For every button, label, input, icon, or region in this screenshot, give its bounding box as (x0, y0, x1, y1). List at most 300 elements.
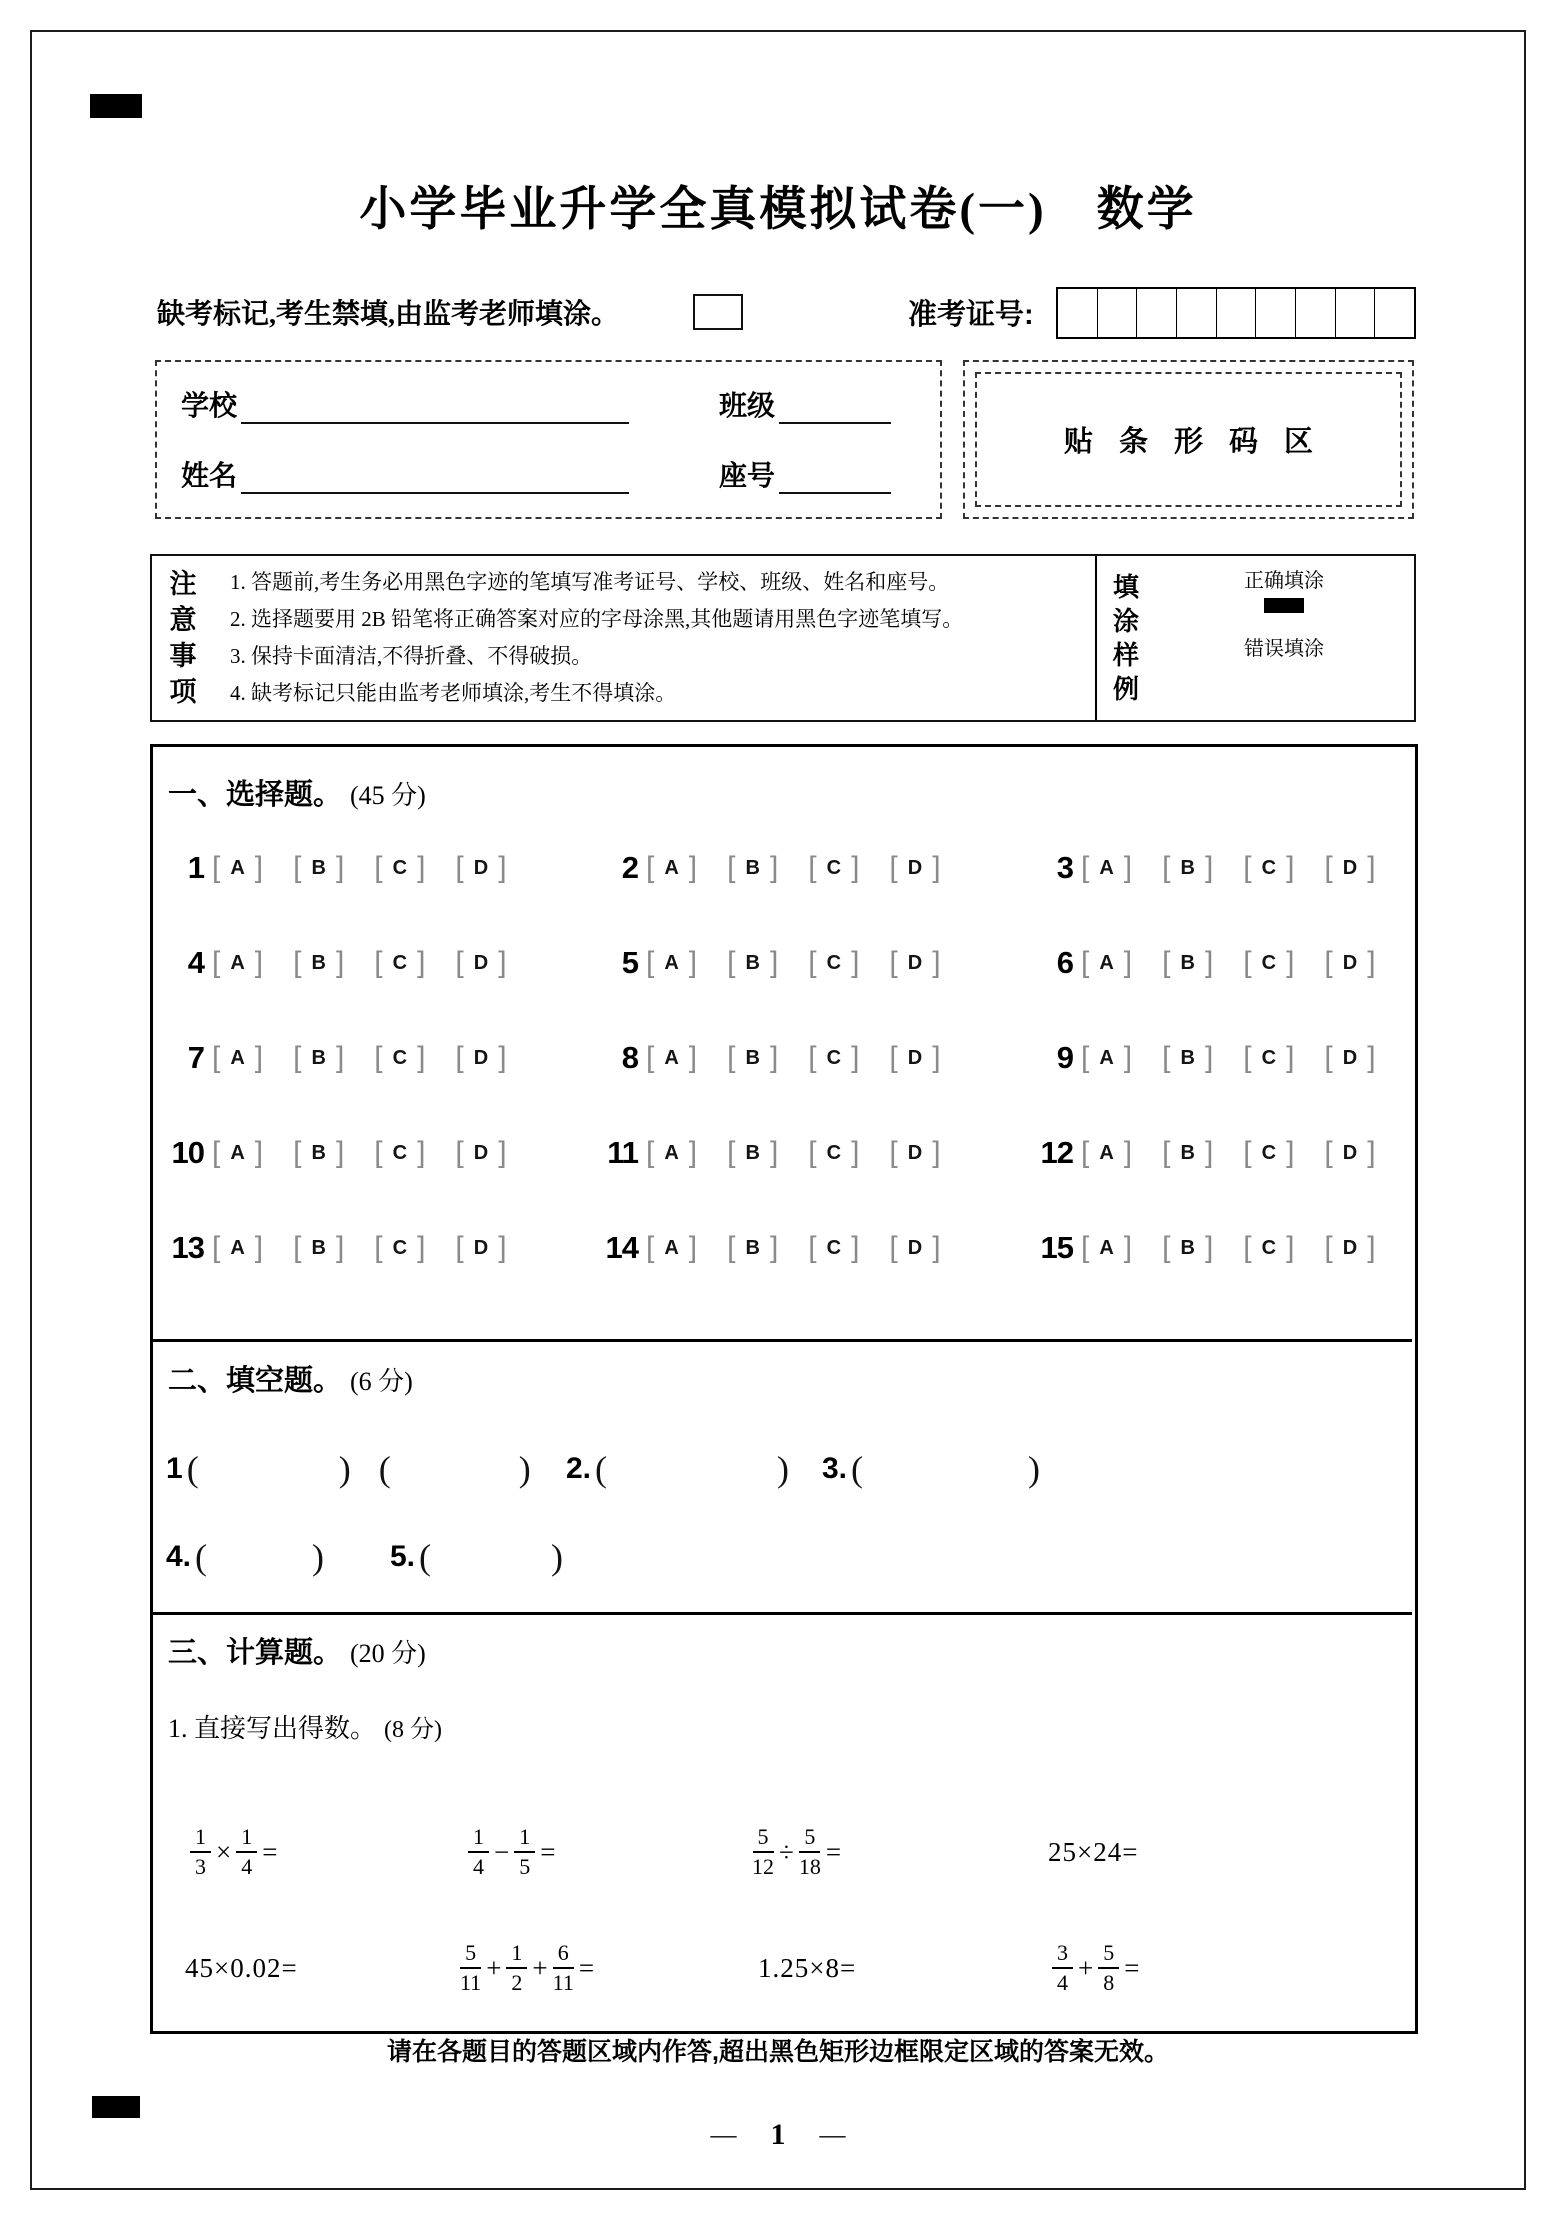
bracket-close: ] (851, 946, 860, 979)
footer-notice: 请在各题目的答题区域内作答,超出黑色矩形边框限定区域的答案无效。 (387, 2038, 1169, 2066)
choice-option-cell[interactable] (374, 1043, 425, 1073)
bracket-close: ] (1123, 946, 1133, 979)
bracket-close: ] (1286, 1231, 1295, 1264)
blank-question (566, 1446, 789, 1492)
paren-open: ( (378, 1449, 391, 1489)
bracket-open: [ (727, 1136, 736, 1169)
choice-option-cell[interactable] (646, 1043, 697, 1073)
correct-fill-example-icon (1264, 598, 1304, 613)
fraction-numerator: 5 (753, 1826, 774, 1853)
question-number: 3 (1056, 850, 1073, 885)
bracket-open: [ (1162, 1136, 1171, 1169)
choice-question-row (1027, 941, 1406, 985)
exam-number-cell[interactable] (1136, 289, 1176, 337)
fraction-numerator: 5 (1098, 1942, 1119, 1969)
option-letter: A (664, 856, 679, 879)
option-letter: D (1342, 951, 1358, 974)
bracket-close: ] (417, 1136, 426, 1169)
choice-option-cell[interactable] (727, 1233, 778, 1263)
math-operator: + (486, 1952, 502, 1983)
choice-option-cell[interactable] (293, 948, 344, 978)
choice-option-cell[interactable] (889, 853, 940, 883)
choice-option-cell[interactable] (374, 853, 425, 883)
bracket-open: [ (1162, 851, 1171, 884)
option-letter: C (1261, 1046, 1277, 1069)
name-input-line[interactable] (241, 454, 629, 494)
option-letter: B (1180, 1141, 1195, 1164)
calc-problem[interactable] (1048, 1808, 1138, 1896)
choice-option-cell[interactable] (374, 1138, 425, 1168)
choice-option-cell[interactable] (646, 1138, 697, 1168)
bracket-open: [ (374, 1041, 383, 1074)
choice-option-cell[interactable] (212, 1043, 263, 1073)
choice-question-row (158, 941, 537, 985)
question-number: 13 (171, 1230, 204, 1265)
fraction-denominator: 3 (195, 1854, 206, 1879)
question-number: 12 (1040, 1135, 1073, 1170)
option-letter: A (1099, 856, 1114, 879)
choice-option-cell[interactable] (1324, 1138, 1375, 1168)
fraction-denominator: 11 (460, 1970, 482, 1995)
bracket-close: ] (688, 851, 698, 884)
choice-option-cell[interactable] (808, 1233, 859, 1263)
bracket-close: ] (335, 946, 345, 979)
choice-option-cell[interactable] (1162, 1233, 1213, 1263)
choice-option-cell[interactable] (455, 948, 506, 978)
paren-close: ) (518, 1449, 531, 1489)
bracket-close: ] (1367, 1041, 1376, 1074)
choice-question-row (1027, 1036, 1406, 1080)
choice-option-cell[interactable] (1243, 853, 1294, 883)
fraction-numerator: 1 (236, 1826, 257, 1853)
fraction-denominator: 12 (752, 1854, 774, 1879)
choice-option-cell[interactable] (727, 1043, 778, 1073)
class-label: 班级 (719, 391, 776, 422)
bracket-open: [ (808, 1136, 817, 1169)
option-letter: C (826, 1141, 842, 1164)
math-operator: + (1078, 1952, 1094, 1983)
paren-close: ) (312, 1537, 325, 1577)
notes-box (150, 554, 1416, 722)
bracket-open: [ (212, 1136, 221, 1169)
choice-option-cell[interactable] (889, 1233, 940, 1263)
option-letter: D (473, 1046, 489, 1069)
option-letter: C (392, 951, 408, 974)
option-letter: D (907, 1046, 923, 1069)
choice-option-cell[interactable] (727, 1138, 778, 1168)
choice-option-cell[interactable] (293, 1233, 344, 1263)
paren-open: ( (851, 1449, 864, 1489)
bracket-close: ] (1286, 1041, 1295, 1074)
fraction-numerator: 5 (460, 1942, 481, 1969)
choice-question-row (158, 1131, 537, 1175)
barcode-inner-box (975, 372, 1402, 507)
bracket-open: [ (727, 1231, 736, 1264)
fraction (236, 1826, 257, 1878)
bracket-open: [ (727, 851, 736, 884)
choice-option-cell[interactable] (1324, 948, 1375, 978)
choice-option-cell[interactable] (727, 948, 778, 978)
fraction-denominator: 4 (473, 1854, 484, 1879)
blank-question (166, 1534, 324, 1580)
option-letter: D (473, 1236, 489, 1259)
choice-option-cell[interactable] (1324, 1043, 1375, 1073)
notes-divider (1095, 556, 1097, 720)
option-letter: C (392, 856, 408, 879)
bracket-close: ] (254, 1231, 264, 1264)
fraction-denominator: 4 (241, 1854, 253, 1879)
option-letter: C (826, 856, 842, 879)
bracket-open: [ (889, 946, 898, 979)
choice-option-cell[interactable] (455, 853, 506, 883)
bracket-open: [ (455, 1041, 464, 1074)
choice-option-cell[interactable] (808, 948, 859, 978)
bracket-close: ] (1204, 1136, 1214, 1169)
choice-option-cell[interactable] (1081, 1043, 1132, 1073)
bracket-close: ] (932, 1231, 941, 1264)
calc-problem[interactable] (758, 1924, 856, 2012)
bracket-close: ] (932, 946, 941, 979)
correct-fill-label: 正确填涂 (1244, 570, 1324, 592)
school-label: 学校 (181, 391, 238, 422)
choice-option-cell[interactable] (1243, 1233, 1294, 1263)
blank-answer-space[interactable] (391, 1454, 519, 1484)
choice-option-cell[interactable] (808, 1138, 859, 1168)
math-operator: = (540, 1836, 556, 1867)
option-letter: D (907, 1141, 923, 1164)
bracket-open: [ (1162, 946, 1171, 979)
bracket-close: ] (254, 946, 264, 979)
exam-number-cell[interactable] (1058, 289, 1097, 337)
option-letter: B (745, 951, 760, 974)
choice-option-cell[interactable] (1162, 1043, 1213, 1073)
bracket-close: ] (417, 851, 426, 884)
option-letter: D (907, 856, 923, 879)
bracket-close: ] (498, 851, 507, 884)
student-info-box (155, 360, 942, 519)
fill-sample-side-label: 填涂样例 (1112, 572, 1139, 704)
bracket-close: ] (932, 1136, 941, 1169)
exam-number-cell[interactable] (1374, 289, 1414, 337)
choice-option-cell[interactable] (455, 1233, 506, 1263)
choice-question-row (592, 1226, 971, 1270)
option-letter: A (230, 1236, 245, 1259)
blank-answer-space[interactable] (607, 1454, 777, 1484)
option-letter: A (664, 1236, 679, 1259)
bracket-close: ] (769, 1136, 779, 1169)
bracket-close: ] (851, 1231, 860, 1264)
bracket-open: [ (1162, 1041, 1171, 1074)
page-title: 小学毕业升学全真模拟试卷(一) 数学 (359, 184, 1197, 236)
option-letter: D (1342, 1141, 1358, 1164)
bracket-close: ] (335, 1136, 345, 1169)
bracket-open: [ (1081, 946, 1090, 979)
choice-option-cell[interactable] (293, 1138, 344, 1168)
blank-question (390, 1534, 563, 1580)
bracket-open: [ (455, 946, 464, 979)
question-number: 4 (187, 945, 204, 980)
choice-question-row (158, 1226, 537, 1270)
choice-option-cell[interactable] (1324, 853, 1375, 883)
fraction-numerator: 1 (514, 1826, 535, 1853)
bracket-open: [ (455, 851, 464, 884)
class-input-line[interactable] (779, 384, 891, 424)
exam-number-cell[interactable] (1335, 289, 1375, 337)
school-input-line[interactable] (241, 384, 629, 424)
blank-question-number: 3. (822, 1452, 848, 1485)
bracket-close: ] (254, 1136, 264, 1169)
choice-option-cell[interactable] (293, 853, 344, 883)
option-letter: D (473, 951, 489, 974)
fraction (514, 1826, 535, 1878)
exam-number-cell[interactable] (1295, 289, 1335, 337)
blank-answer-space[interactable] (199, 1454, 339, 1484)
bracket-close: ] (254, 851, 264, 884)
math-operator: × (216, 1836, 232, 1867)
option-letter: B (311, 1236, 326, 1259)
math-operator: − (494, 1836, 510, 1867)
choice-question-row (592, 1036, 971, 1080)
choice-option-cell[interactable] (212, 1138, 263, 1168)
registration-mark-bottom-icon (92, 2096, 140, 2118)
question-number: 10 (171, 1135, 204, 1170)
bracket-close: ] (498, 946, 507, 979)
choice-option-cell[interactable] (293, 1043, 344, 1073)
bracket-close: ] (851, 1041, 860, 1074)
math-operator: = (262, 1836, 278, 1867)
choice-option-cell[interactable] (374, 1233, 425, 1263)
bracket-open: [ (808, 946, 817, 979)
choice-question-row (592, 1131, 971, 1175)
bracket-close: ] (498, 1041, 507, 1074)
choice-option-cell[interactable] (1162, 948, 1213, 978)
option-letter: A (1099, 1141, 1114, 1164)
bracket-open: [ (1243, 1136, 1252, 1169)
fraction (752, 1826, 774, 1878)
absent-mark-checkbox[interactable] (693, 294, 743, 330)
notes-item: 1. 答题前,考生务必用黑色字迹的笔填写准考证号、学校、班级、姓名和座号。 (230, 570, 950, 594)
choice-option-cell[interactable] (646, 948, 697, 978)
bracket-open: [ (646, 1136, 655, 1169)
bracket-open: [ (727, 1041, 736, 1074)
bracket-open: [ (1324, 1136, 1333, 1169)
choice-option-cell[interactable] (1243, 1043, 1294, 1073)
bracket-open: [ (889, 1136, 898, 1169)
option-letter: C (826, 951, 842, 974)
blank-answer-space[interactable] (863, 1454, 1028, 1484)
bracket-open: [ (646, 851, 655, 884)
blank-answer-space[interactable] (431, 1542, 551, 1572)
option-letter: A (664, 1141, 679, 1164)
bracket-close: ] (1204, 1041, 1214, 1074)
calc-problem[interactable] (190, 1808, 282, 1896)
option-letter: B (311, 951, 326, 974)
choice-option-cell[interactable] (455, 1043, 506, 1073)
section-divider-1 (150, 1339, 1412, 1342)
notes-item: 3. 保持卡面清洁,不得折叠、不得破损。 (230, 644, 593, 668)
choice-option-cell[interactable] (889, 1138, 940, 1168)
bracket-open: [ (1162, 1231, 1171, 1264)
bracket-open: [ (1324, 1231, 1333, 1264)
choice-option-cell[interactable] (727, 853, 778, 883)
question-number: 7 (187, 1040, 204, 1075)
choice-option-cell[interactable] (808, 853, 859, 883)
section-divider-2 (150, 1612, 1412, 1615)
calc-problem[interactable] (752, 1808, 846, 1896)
choice-option-cell[interactable] (374, 948, 425, 978)
choice-option-cell[interactable] (212, 1233, 263, 1263)
choice-option-cell[interactable] (889, 948, 940, 978)
choice-question-row (1027, 1226, 1406, 1270)
question-number: 1 (187, 850, 204, 885)
option-letter: B (1180, 1046, 1195, 1069)
question-number: 6 (1056, 945, 1073, 980)
option-letter: C (392, 1046, 408, 1069)
exam-number-cell[interactable] (1216, 289, 1256, 337)
math-operator: = (1124, 1952, 1140, 1983)
option-letter: A (1099, 951, 1114, 974)
bracket-close: ] (851, 851, 860, 884)
choice-option-cell[interactable] (1081, 1138, 1132, 1168)
bracket-open: [ (727, 946, 736, 979)
blank-question-number: 5. (390, 1540, 416, 1573)
choice-question-row (592, 846, 971, 890)
paren-open: ( (595, 1449, 608, 1489)
calc-section-heading (168, 1630, 426, 1671)
bracket-open: [ (889, 851, 898, 884)
choice-option-cell[interactable] (808, 1043, 859, 1073)
bracket-open: [ (1081, 851, 1090, 884)
notes-list (230, 564, 1090, 712)
fraction-numerator: 1 (506, 1942, 527, 1969)
seat-label: 座号 (719, 461, 776, 492)
option-letter: B (311, 1141, 326, 1164)
fraction (553, 1942, 574, 1994)
choice-option-cell[interactable] (1243, 948, 1294, 978)
choice-option-cell[interactable] (455, 1138, 506, 1168)
option-letter: D (1342, 1236, 1358, 1259)
bracket-close: ] (1123, 1041, 1133, 1074)
fraction (506, 1942, 527, 1994)
exam-number-cell[interactable] (1176, 289, 1216, 337)
calc-problem[interactable] (185, 1924, 298, 2012)
bracket-open: [ (212, 1041, 221, 1074)
bracket-close: ] (417, 1231, 426, 1264)
bracket-close: ] (1367, 1136, 1376, 1169)
bracket-open: [ (212, 946, 221, 979)
choice-option-cell[interactable] (1081, 948, 1132, 978)
choice-option-cell[interactable] (212, 853, 263, 883)
calc-problem[interactable] (460, 1924, 599, 2012)
barcode-label: 贴条形码区 (1063, 426, 1339, 458)
bracket-close: ] (1204, 1231, 1214, 1264)
page-number-dash-left: — (710, 2120, 737, 2149)
barcode-area (963, 360, 1414, 519)
fraction-denominator: 11 (552, 1970, 574, 1995)
bracket-close: ] (932, 1041, 941, 1074)
choice-option-cell[interactable] (1081, 853, 1132, 883)
fraction-numerator: 1 (468, 1826, 489, 1853)
bracket-open: [ (374, 1231, 383, 1264)
bracket-open: [ (293, 1136, 302, 1169)
choice-option-cell[interactable] (1162, 853, 1213, 883)
calc-problem[interactable] (468, 1808, 560, 1896)
option-letter: A (1099, 1236, 1114, 1259)
registration-mark-top-icon (90, 94, 142, 118)
fraction (460, 1942, 481, 1994)
option-letter: B (1180, 856, 1195, 879)
fraction-numerator: 5 (799, 1826, 820, 1853)
option-letter: B (745, 1141, 760, 1164)
option-letter: D (1342, 856, 1358, 879)
bracket-close: ] (498, 1136, 507, 1169)
option-letter: D (907, 1236, 923, 1259)
paren-close: ) (551, 1537, 564, 1577)
choice-option-cell[interactable] (1081, 1233, 1132, 1263)
question-number: 2 (621, 850, 638, 885)
bracket-close: ] (335, 851, 345, 884)
notes-side-label: 注意事项 (169, 569, 197, 707)
bracket-close: ] (417, 946, 426, 979)
bracket-close: ] (254, 1041, 264, 1074)
choice-option-cell[interactable] (646, 1233, 697, 1263)
bracket-close: ] (769, 1041, 779, 1074)
bracket-open: [ (646, 1231, 655, 1264)
math-expression: 45×0.02= (185, 1952, 298, 1983)
choice-option-cell[interactable] (212, 948, 263, 978)
choice-question-row (158, 1036, 537, 1080)
calc-subheading-points: (8 分) (384, 1717, 442, 1743)
math-operator: = (825, 1836, 842, 1867)
blank-question-number: 4. (166, 1540, 192, 1573)
option-letter: C (1261, 856, 1277, 879)
choice-option-cell[interactable] (1243, 1138, 1294, 1168)
option-letter: C (392, 1236, 408, 1259)
blank-answer-space[interactable] (207, 1542, 312, 1572)
option-letter: A (664, 951, 679, 974)
option-letter: C (1261, 1236, 1277, 1259)
choice-option-cell[interactable] (646, 853, 697, 883)
seat-input-line[interactable] (779, 454, 891, 494)
option-letter: C (1261, 1141, 1277, 1164)
bracket-close: ] (1286, 1136, 1295, 1169)
bracket-close: ] (1286, 851, 1295, 884)
choice-option-cell[interactable] (1324, 1233, 1375, 1263)
exam-number-cell[interactable] (1097, 289, 1137, 337)
wrong-fill-label: 错误填涂 (1244, 638, 1324, 660)
question-number: 11 (607, 1135, 638, 1170)
page-number-row (0, 2118, 1556, 2152)
blanks-heading-text: 二、填空题。 (168, 1365, 343, 1397)
blank-question (822, 1446, 1040, 1492)
fraction-denominator: 8 (1103, 1970, 1115, 1995)
bracket-close: ] (851, 1136, 860, 1169)
calc-subheading (168, 1708, 442, 1745)
bracket-open: [ (1081, 1231, 1090, 1264)
bracket-close: ] (688, 1041, 698, 1074)
calc-problem[interactable] (1052, 1924, 1144, 2012)
bracket-close: ] (769, 851, 779, 884)
question-number: 15 (1040, 1230, 1073, 1265)
exam-number-cell[interactable] (1255, 289, 1295, 337)
bracket-open: [ (1324, 1041, 1333, 1074)
fraction-numerator: 3 (1052, 1942, 1073, 1969)
choice-option-cell[interactable] (889, 1043, 940, 1073)
bracket-close: ] (769, 946, 779, 979)
option-letter: A (230, 856, 245, 879)
bracket-open: [ (455, 1136, 464, 1169)
choice-option-cell[interactable] (1162, 1138, 1213, 1168)
